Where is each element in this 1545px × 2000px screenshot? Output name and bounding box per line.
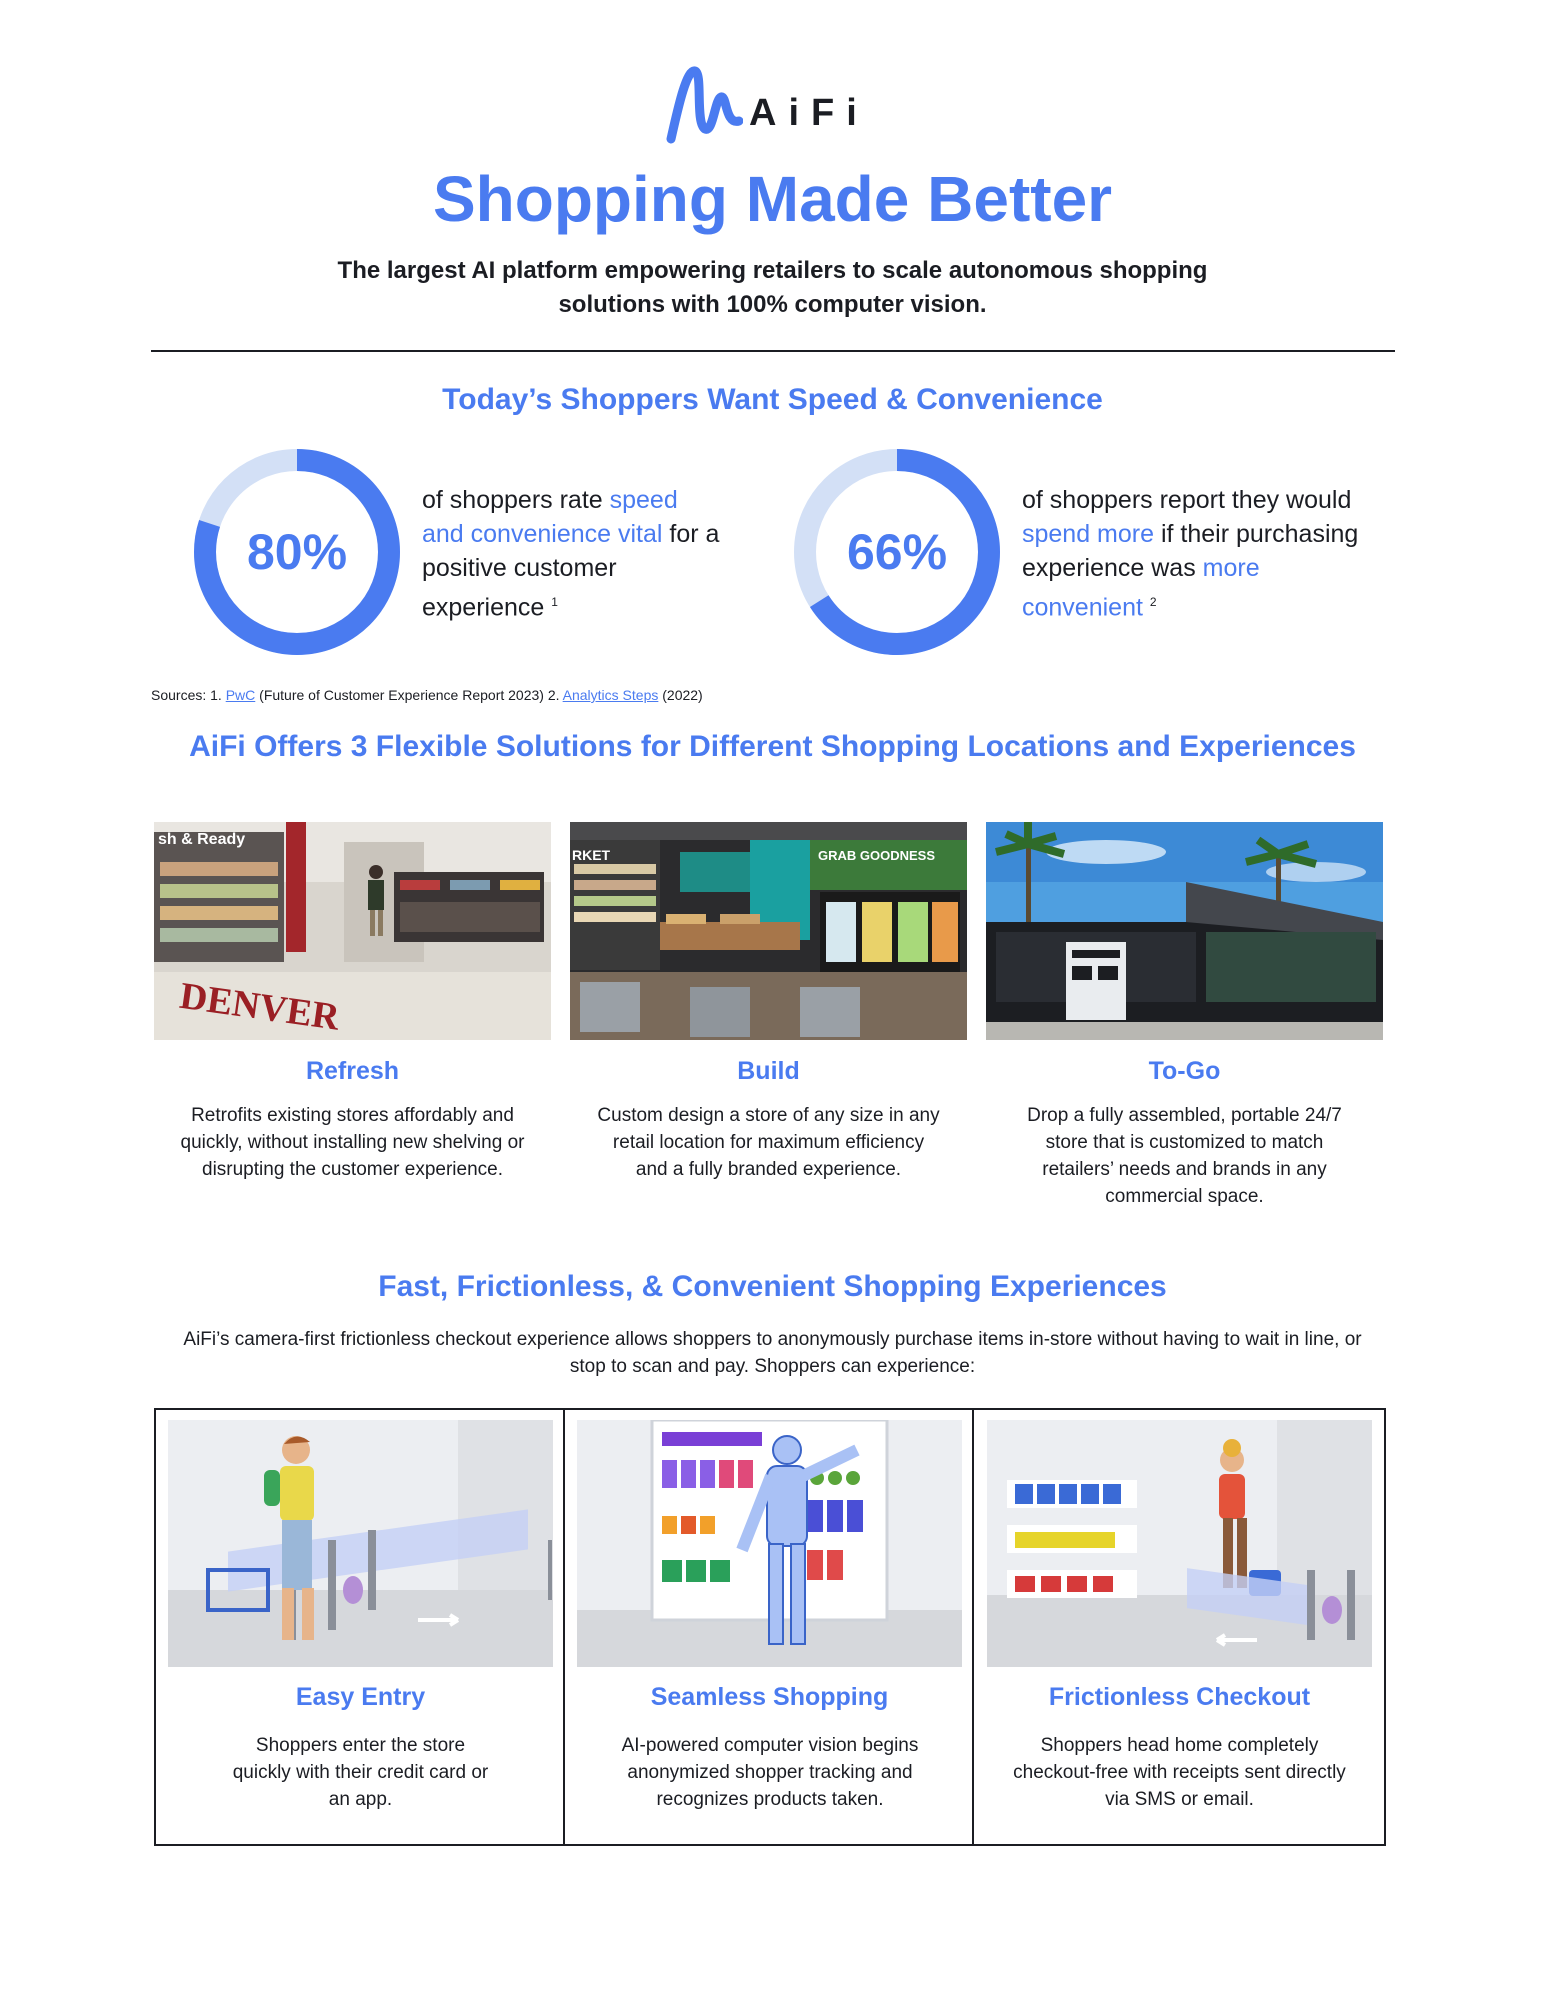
photo-sign-text: sh & Ready: [158, 831, 246, 848]
source-link-analytics-steps[interactable]: Analytics Steps: [562, 687, 659, 703]
seamless-shopping-illustration: [577, 1420, 962, 1667]
column-divider: [563, 1408, 565, 1846]
logo-wordmark: AiFi: [749, 92, 869, 134]
stat-text: if their purchasing experience was: [1022, 520, 1359, 582]
stat-text: for a positive customer experience: [422, 520, 720, 622]
refresh-store-photo: [154, 822, 551, 1040]
page-title: Shopping Made Better: [432, 163, 1113, 235]
easy-entry-illustration: [168, 1420, 553, 1667]
solutions-section-title: AiFi Offers 3 Flexible Solutions for Different Shopping Locations and Experiences: [189, 730, 1356, 763]
aifi-logo-mark: [665, 63, 743, 147]
stat-percent: 66%: [846, 524, 948, 580]
experience-desc-seamless-shopping: AI-powered computer vision begins anonymized shopper tracking and recognizes products taken.: [621, 1735, 919, 1810]
photo-sign-denver: DENVER: [177, 974, 342, 1039]
photo-sign-text: RKET: [572, 847, 611, 863]
stat-highlight: speed and convenience vital: [422, 486, 678, 548]
column-divider: [972, 1408, 974, 1846]
sources-text: Sources: 1.: [151, 687, 226, 703]
footnote-marker: 1: [551, 595, 558, 609]
build-store-photo: [570, 822, 967, 1040]
sources-text: (Future of Customer Experience Report 2023) 2.: [255, 687, 563, 703]
solution-desc-refresh: Retrofits existing stores affordably and quickly, without installing new shelving or disrupting the customer experience.: [180, 1105, 525, 1180]
stat-highlight: more convenient: [1022, 554, 1260, 622]
divider: [151, 350, 1395, 352]
sources-text: (2022): [658, 687, 703, 703]
experience-section-title: Fast, Frictionless, & Convenient Shopping Experiences: [378, 1270, 1167, 1303]
solution-title-to-go: To-Go: [1148, 1057, 1221, 1085]
experience-title-frictionless-checkout: Frictionless Checkout: [1048, 1683, 1311, 1711]
speed-section-title: Today’s Shoppers Want Speed & Convenience: [442, 383, 1103, 416]
experience-desc-easy-entry: Shoppers enter the store quickly with their credit card or an app.: [232, 1735, 489, 1810]
frictionless-checkout-illustration: [987, 1420, 1372, 1667]
page-subtitle: The largest AI platform empowering retailers to scale autonomous shopping solutions with 100% computer vision.: [337, 257, 1208, 318]
stat-donut-80: [190, 445, 404, 659]
stat-percent: 80%: [246, 524, 348, 580]
sources-note: [151, 687, 703, 703]
aifi-logo: [665, 62, 880, 147]
solution-desc-build: Custom design a store of any size in any retail location for maximum efficiency and a fully branded experience.: [597, 1105, 940, 1180]
solution-desc-to-go: Drop a fully assembled, portable 24/7 store that is customized to match retailers’ needs and brands in any commercial space.: [1027, 1105, 1342, 1207]
experience-title-easy-entry: Easy Entry: [295, 1683, 426, 1711]
stat-description-80: [422, 483, 722, 624]
stat-text: of shoppers rate: [422, 486, 610, 514]
to-go-store-photo: [986, 822, 1383, 1040]
photo-sign-text: GRAB GOODNESS: [818, 848, 936, 863]
experience-desc-frictionless-checkout: Shoppers head home completely checkout-free with receipts sent directly via SMS or email.: [1013, 1735, 1346, 1810]
stat-text: of shoppers report they would: [1022, 486, 1352, 514]
stat-highlight: spend more: [1022, 520, 1155, 548]
solution-title-build: Build: [737, 1057, 800, 1085]
solution-title-refresh: Refresh: [305, 1057, 400, 1085]
stat-description-66: [1022, 483, 1367, 624]
stat-donut-66: [790, 445, 1004, 659]
experience-title-seamless-shopping: Seamless Shopping: [650, 1683, 889, 1711]
experience-intro: AiFi’s camera-first frictionless checkout experience allows shoppers to anonymously purchase items in-store without having to wait in line, or stop to scan and pay. Shoppers can experience:: [183, 1329, 1362, 1377]
footnote-marker: 2: [1149, 595, 1157, 609]
source-link-pwc[interactable]: PwC: [225, 687, 256, 703]
